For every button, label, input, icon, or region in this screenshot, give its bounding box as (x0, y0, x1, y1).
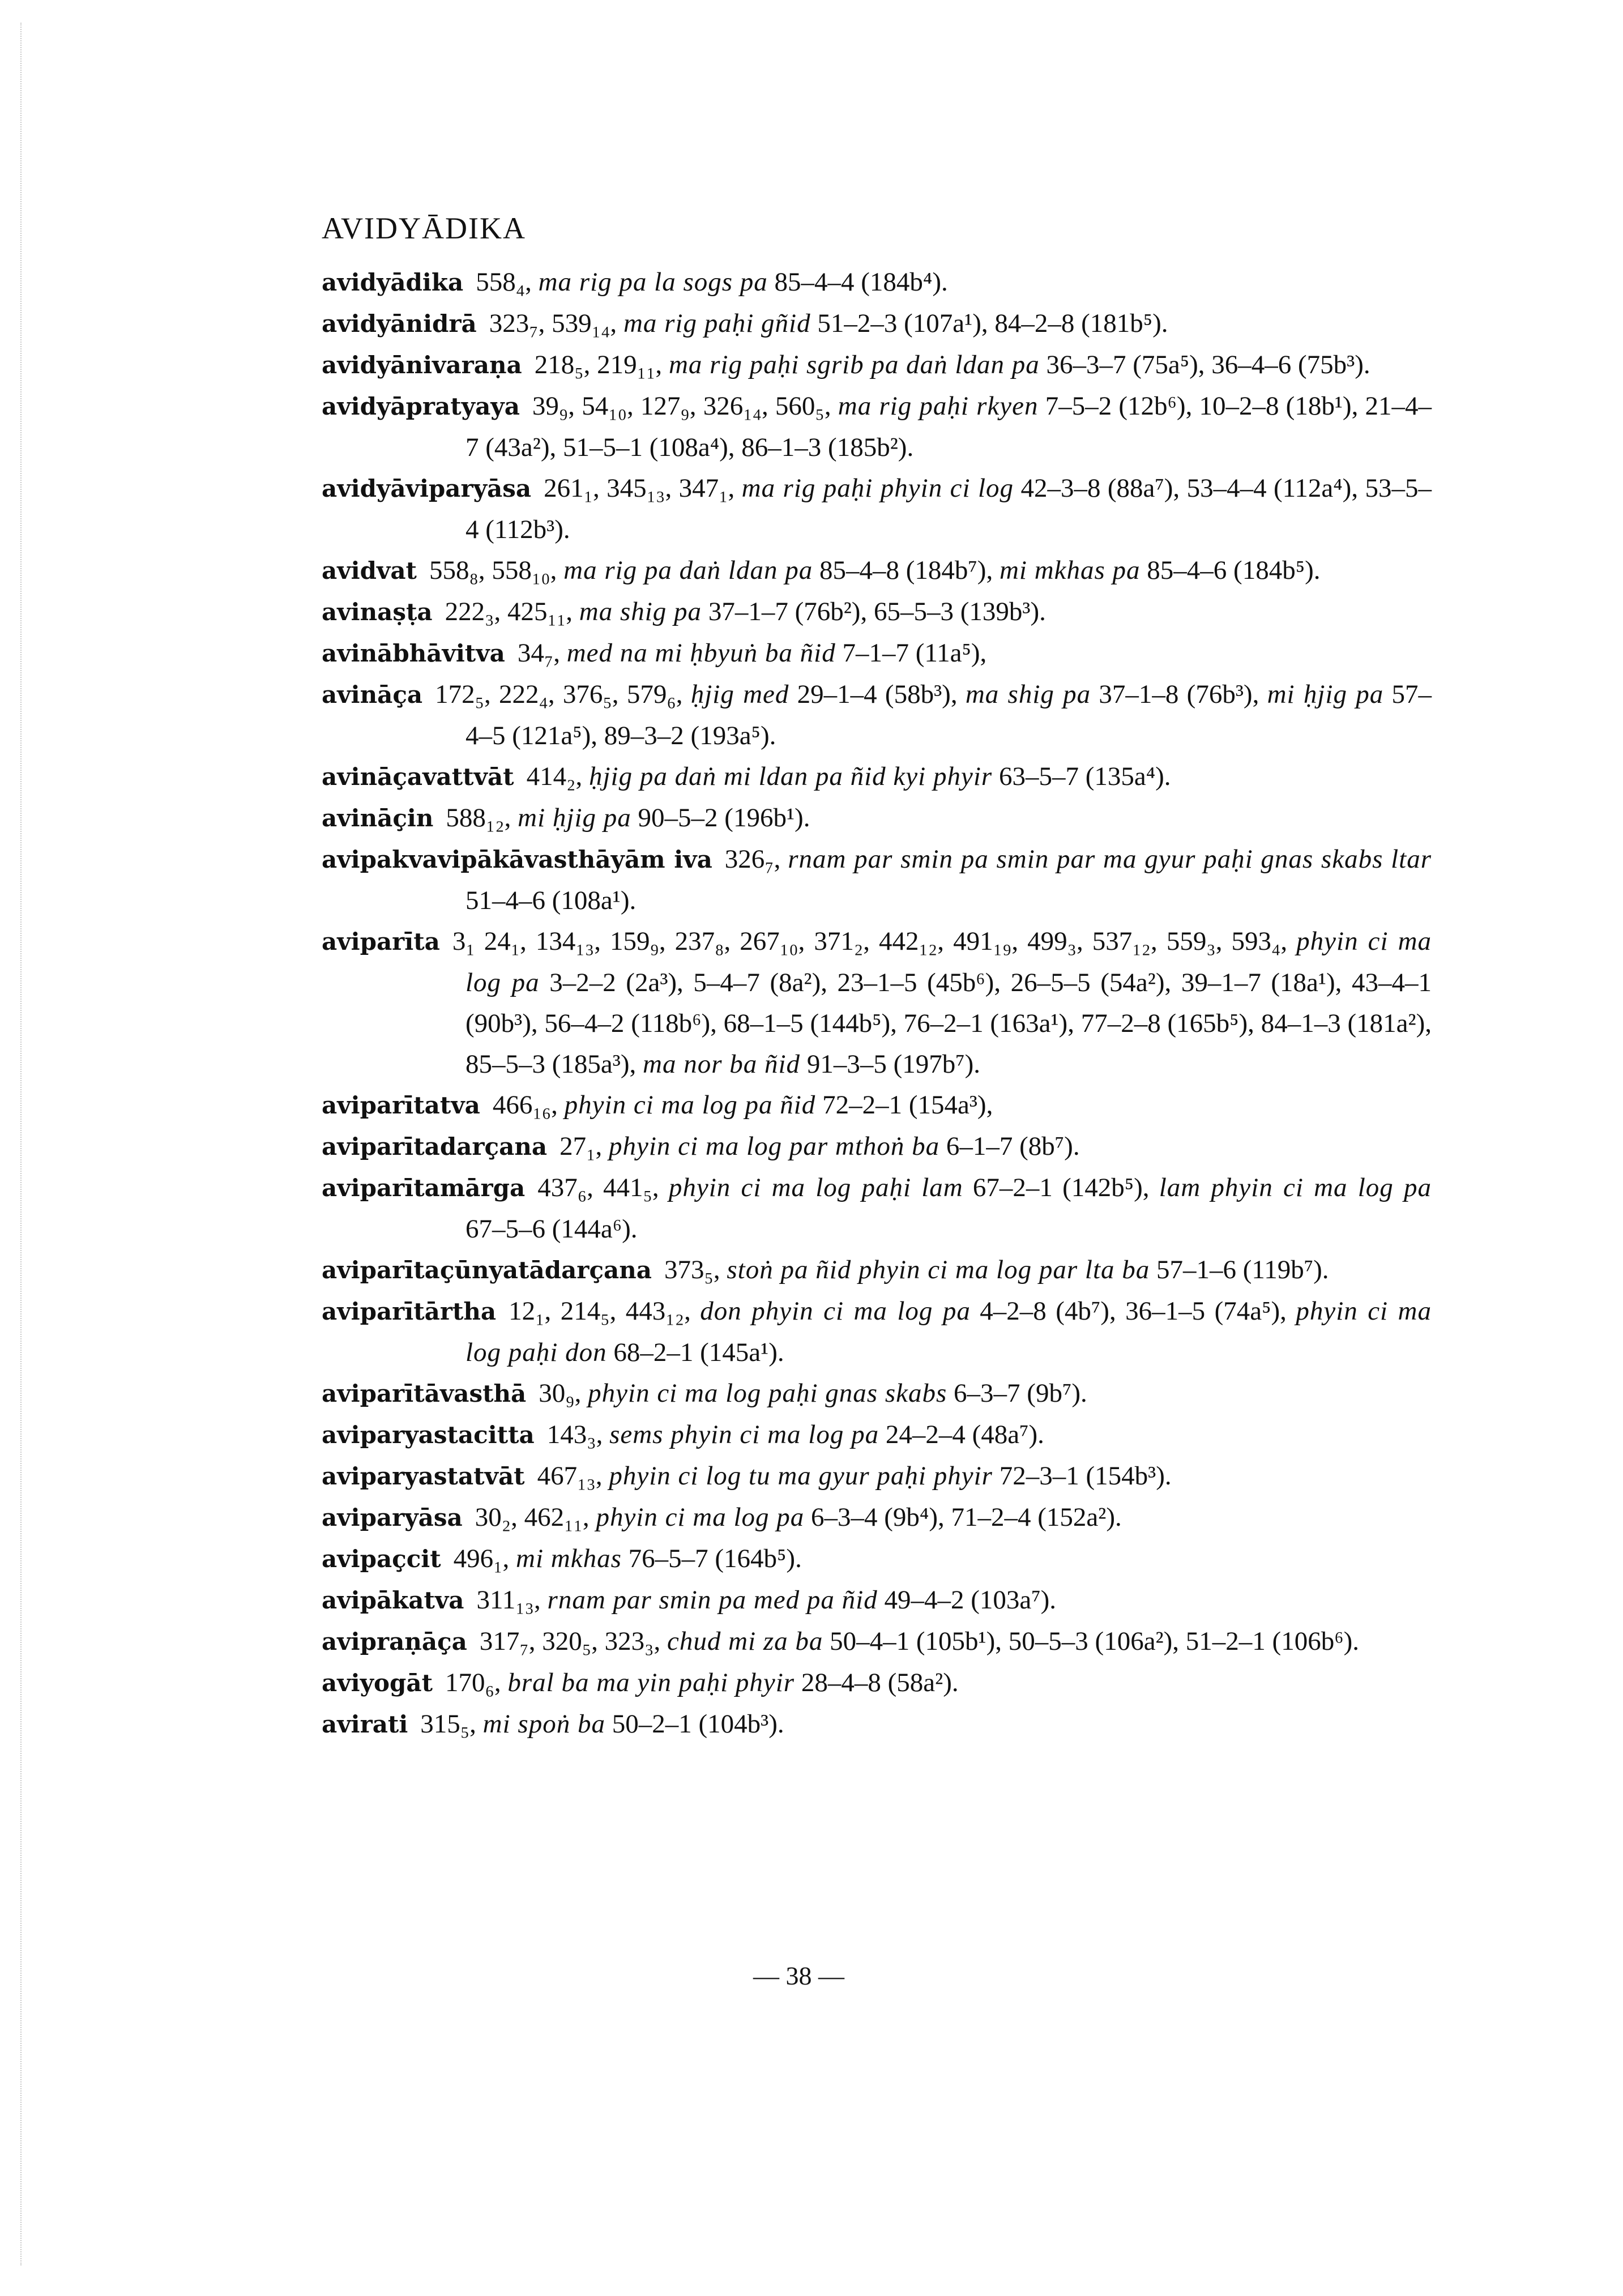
glossary-entry (322, 303, 1432, 344)
glossary-entry (322, 674, 1432, 756)
page-references: 222₃, 425₁₁, (445, 597, 573, 626)
page-references: 12₁, 214₅, 443₁₂, (509, 1296, 691, 1326)
glossary-entry (322, 839, 1432, 921)
headword: avinābhāvitva (322, 639, 505, 667)
headword: avipraṇāça (322, 1628, 467, 1655)
citation: 28–4–8 (58a²). (795, 1668, 959, 1697)
tibetan-equivalent: ḥjig pa daṅ mi ldan pa ñid kyi phyir (588, 762, 993, 791)
citation: 67–5–6 (144a⁶). (465, 1214, 638, 1244)
tibetan-equivalent: phyin ci ma log par mthoṅ ba (609, 1132, 940, 1161)
glossary-entry (322, 1373, 1432, 1414)
page-references: 30₉, (539, 1379, 582, 1408)
page-references: 496₁, (453, 1544, 510, 1573)
glossary-entry (322, 1621, 1432, 1662)
glossary-entry (322, 468, 1432, 550)
tibetan-equivalent: ḥjig med (690, 680, 789, 709)
page-references: 170₆, (445, 1668, 501, 1697)
page-references: 414₂, (526, 762, 583, 791)
tibetan-equivalent: mi mkhas (516, 1544, 622, 1573)
headword: aviparītamārga (322, 1174, 526, 1202)
citation: 67–2–1 (142b⁵), (963, 1173, 1159, 1202)
glossary-entry (322, 550, 1432, 591)
headword: avidyādika (322, 268, 464, 296)
glossary-entry (322, 1414, 1432, 1456)
headword: aviyogāt (322, 1669, 433, 1697)
tibetan-equivalent: rnam par smin pa med pa ñid (547, 1585, 878, 1615)
headword: avipakvavipākāvasthāyām iva (322, 846, 712, 873)
page-references: 466₁₆, (492, 1090, 558, 1120)
headword: aviparyāsa (322, 1504, 463, 1531)
page-references: 437₆, 441₅, (537, 1173, 659, 1202)
citation: 72–3–1 (154b³). (992, 1461, 1172, 1491)
tibetan-equivalent: phyin ci ma log paḥi don (465, 1296, 1432, 1367)
headword: avirati (322, 1710, 408, 1738)
citation: 90–5–2 (196b¹). (631, 803, 810, 833)
page-number: — 38 — (753, 1961, 844, 1990)
headword: avidyānivaraṇa (322, 351, 522, 379)
page-references: 373₅, (664, 1255, 720, 1284)
glossary-entry (322, 1126, 1432, 1167)
page-references: 261₁, 345₁₃, 347₁, (544, 473, 735, 503)
glossary-entry (322, 1167, 1432, 1249)
tibetan-equivalent: ma rig paḥi gñid (623, 309, 811, 338)
tibetan-equivalent: mi mkhas pa (999, 556, 1141, 585)
citation: 85–4–6 (184b⁵). (1140, 556, 1321, 585)
glossary-entry (322, 386, 1432, 468)
citation: 24–2–4 (48a⁷). (879, 1420, 1044, 1449)
glossary-entry (322, 756, 1432, 797)
tibetan-equivalent: ma shig pa (965, 680, 1091, 709)
glossary-entry (322, 797, 1432, 839)
headword: avināçin (322, 804, 434, 832)
tibetan-equivalent: mi ḥjig pa (518, 803, 631, 833)
headword: avipākatva (322, 1586, 464, 1614)
headword: avināçavattvāt (322, 763, 514, 791)
page-references: 3₁ 24₁, 134₁₃, 159₉, 237₈, 267₁₀, 371₂, 442₁₂, 491₁₉, 499₃, 537₁₂, 559₃, 593₄, (452, 927, 1288, 956)
glossary-entries (322, 262, 1432, 1745)
glossary-entry (322, 344, 1432, 386)
tibetan-equivalent: ma rig pa daṅ ldan pa (563, 556, 813, 585)
page-references: 558₈, 558₁₀, (429, 556, 557, 585)
page-references: 326₇, (724, 844, 781, 874)
headword: aviparyastacitta (322, 1421, 535, 1449)
headword: avidyāpratyaya (322, 392, 520, 420)
headword: aviparītaçūnyatādarçana (322, 1256, 652, 1284)
headword: avināça (322, 681, 423, 709)
citation: 51–4–6 (108a¹). (465, 886, 637, 915)
page-references: 558₄, (476, 267, 532, 297)
glossary-entry (322, 1538, 1432, 1580)
citation: 4–2–8 (4b⁷), 36–1–5 (74a⁵), (970, 1296, 1296, 1326)
page-references: 588₁₂, (446, 803, 511, 833)
page-references: 172₅, 222₄, 376₅, 579₆, (435, 680, 683, 709)
glossary-entry (322, 1580, 1432, 1621)
headword: avipaçcit (322, 1545, 441, 1573)
glossary-entry (322, 262, 1432, 303)
headword: aviparītadarçana (322, 1133, 548, 1160)
citation: 29–1–4 (58b³), (789, 680, 966, 709)
tibetan-equivalent: ma shig pa (579, 597, 702, 626)
citation: 85–4–8 (184b⁷), (813, 556, 1000, 585)
headword: avidyāviparyāsa (322, 475, 532, 502)
page-references: 143₃, (546, 1420, 603, 1449)
tibetan-equivalent: phyin ci log tu ma gyur paḥi phyir (609, 1461, 993, 1491)
glossary-entry (322, 1291, 1432, 1373)
tibetan-equivalent: med na mi ḥbyuṅ ba ñid (566, 638, 836, 668)
citation: 37–1–7 (76b²), 65–5–3 (139b³). (702, 597, 1046, 626)
tibetan-equivalent: lam phyin ci ma log pa (1159, 1173, 1432, 1202)
page-references: 39₉, 54₁₀, 127₉, 326₁₄, 560₅, (532, 391, 831, 421)
citation: 6–3–7 (9b⁷). (947, 1379, 1087, 1408)
citation: 6–1–7 (8b⁷). (939, 1132, 1080, 1161)
citation: 50–4–1 (105b¹), 50–5–3 (106a²), 51–2–1 (106b⁶). (823, 1627, 1359, 1656)
page-references: 34₇, (517, 638, 560, 668)
glossary-entry (322, 1456, 1432, 1497)
running-header: AVIDYĀDIKA (322, 211, 526, 245)
glossary-entry (322, 591, 1432, 633)
glossary-entry (322, 1704, 1432, 1745)
citation: 76–5–7 (164b⁵). (621, 1544, 802, 1573)
tibetan-equivalent: ma rig paḥi rkyen (838, 391, 1039, 421)
tibetan-equivalent: rnam par smin pa smin par ma gyur paḥi gnas skabs ltar (788, 844, 1432, 874)
headword: aviparītārtha (322, 1298, 497, 1325)
page-references: 218₅, 219₁₁, (534, 350, 663, 379)
tibetan-equivalent: phyin ci ma log paḥi gnas skabs (588, 1379, 947, 1408)
tibetan-equivalent: ma rig paḥi sgrib pa daṅ ldan pa (668, 350, 1040, 379)
page-references: 30₂, 462₁₁, (475, 1503, 590, 1532)
citation: 42–3–8 (88a⁷), 53–4–4 (112a⁴), 53–5–4 (112b³). (465, 473, 1432, 544)
citation: 63–5–7 (135a⁴). (992, 762, 1171, 791)
citation: 57–4–5 (121a⁵), 89–3–2 (193a⁵). (465, 680, 1432, 750)
glossary-entry (322, 633, 1432, 674)
page-references: 317₇, 320₅, 323₃, (479, 1627, 661, 1656)
citation: 7–1–7 (11a⁵), (835, 638, 987, 668)
citation: 3–2–2 (2a³), 5–4–7 (8a²), 23–1–5 (45b⁶), 26–5–5 (54a²), 39–1–7 (18a¹), 43–4–1 (90b³), 56–4–2 (118b⁶), 68–1–5 (144b⁵), 76–2–1 (163a¹), 77–2–8 (165b⁵), 84–1–3 (181a²), 85–5–3 (185a³), (465, 968, 1432, 1079)
glossary-entry (322, 1085, 1432, 1126)
tibetan-equivalent: chud mi za ba (667, 1627, 823, 1656)
headword: aviparītatva (322, 1091, 480, 1119)
citation: 57–1–6 (119b⁷). (1150, 1255, 1329, 1284)
scan-margin-line (20, 23, 24, 2265)
glossary-entry (322, 1249, 1432, 1291)
tibetan-equivalent: bral ba ma yin paḥi phyir (507, 1668, 795, 1697)
headword: aviparīta (322, 928, 440, 955)
citation: 7–5–2 (12b⁶), 10–2–8 (18b¹), 21–4–7 (43a²), 51–5–1 (108a⁴), 86–1–3 (185b²). (465, 391, 1432, 462)
tibetan-equivalent: phyin ci ma log pa (596, 1503, 805, 1532)
tibetan-equivalent: sems phyin ci ma log pa (609, 1420, 879, 1449)
page-references: 315₅, (420, 1709, 476, 1739)
citation: 36–3–7 (75a⁵), 36–4–6 (75b³). (1039, 350, 1370, 379)
glossary-entry (322, 1662, 1432, 1704)
headword: avidvat (322, 557, 417, 584)
glossary-entry (322, 921, 1432, 1085)
tibetan-equivalent: don phyin ci ma log pa (700, 1296, 971, 1326)
citation: 49–4–2 (103a⁷). (877, 1585, 1057, 1615)
tibetan-equivalent: ma rig pa la sogs pa (538, 267, 768, 297)
page-references: 323₇, 539₁₄, (489, 309, 617, 338)
tibetan-equivalent: mi spoṅ ba (482, 1709, 605, 1739)
citation: 50–2–1 (104b³). (605, 1709, 784, 1739)
citation: 68–2–1 (145a¹). (607, 1338, 784, 1367)
tibetan-equivalent: phyin ci ma log pa ñid (564, 1090, 816, 1120)
citation: 91–3–5 (197b⁷). (800, 1049, 981, 1079)
headword: aviparītāvasthā (322, 1380, 527, 1407)
tibetan-equivalent: phyin ci ma log pa (465, 927, 1432, 997)
page-references: 467₁₃, (537, 1461, 603, 1491)
citation: 72–2–1 (154a³), (815, 1090, 993, 1120)
page-references: 27₁, (559, 1132, 603, 1161)
headword: avidyānidrā (322, 310, 477, 338)
page-references: 311₁₃, (476, 1585, 541, 1615)
citation: 37–1–8 (76b³), (1091, 680, 1267, 709)
headword: aviparyastatvāt (322, 1462, 525, 1490)
citation: 85–4–4 (184b⁴). (767, 267, 948, 297)
tibetan-equivalent: ma nor ba ñid (643, 1049, 801, 1079)
glossary-entry (322, 1497, 1432, 1538)
citation: 51–2–3 (107a¹), 84–2–8 (181b⁵). (810, 309, 1168, 338)
tibetan-equivalent: phyin ci ma log paḥi lam (668, 1173, 963, 1202)
citation: 6–3–4 (9b⁴), 71–2–4 (152a²). (804, 1503, 1122, 1532)
tibetan-equivalent: ma rig paḥi phyin ci log (741, 473, 1014, 503)
tibetan-equivalent: mi ḥjig pa (1267, 680, 1384, 709)
headword: avinaṣṭa (322, 598, 433, 626)
tibetan-equivalent: stoṅ pa ñid phyin ci ma log par lta ba (727, 1255, 1150, 1284)
